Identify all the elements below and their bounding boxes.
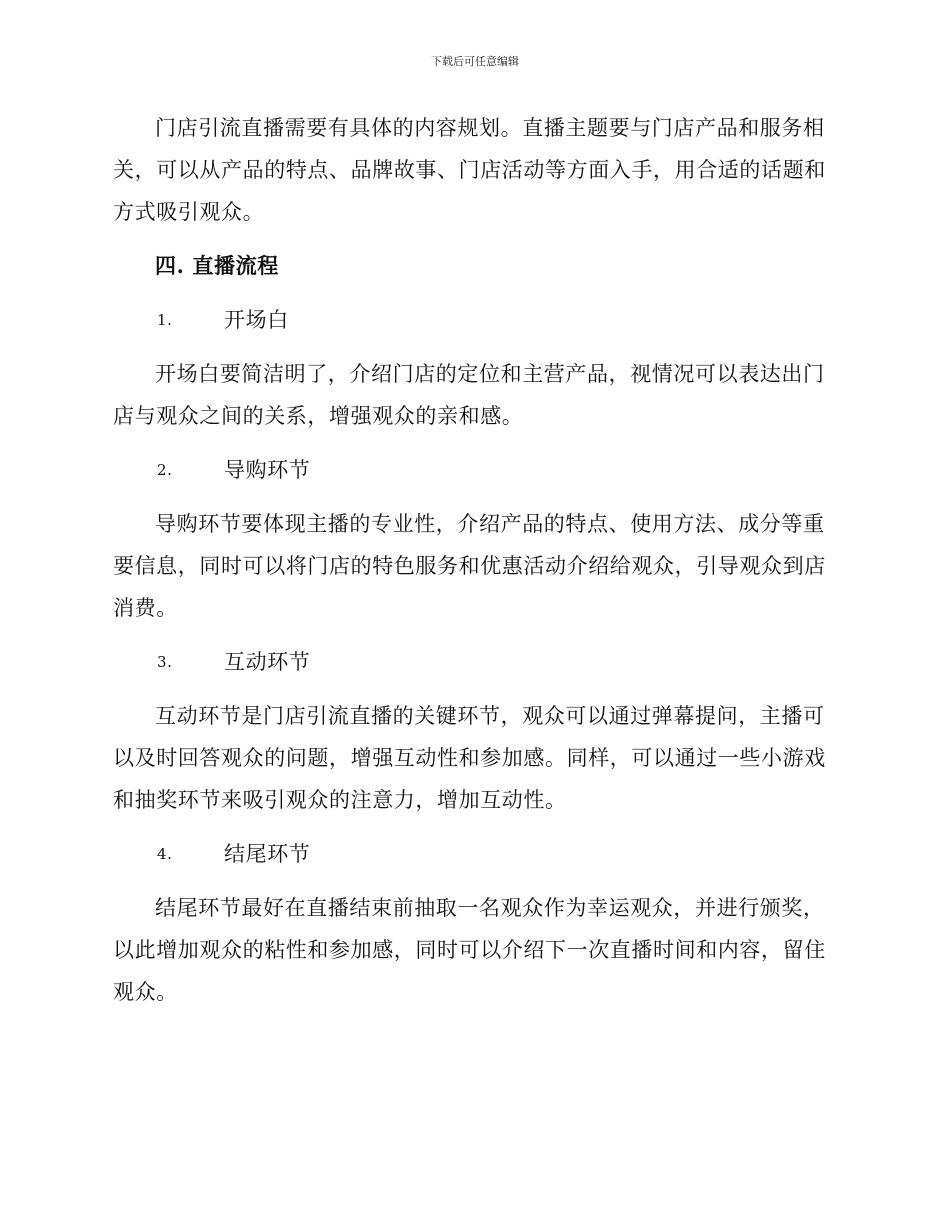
list-item-paragraph: 结尾环节最好在直播结束前抽取一名观众作为幸运观众，并进行颁奖，以此增加观众的粘性和参加感，同时可以介绍下一次直播时间和内容，留住观众。 xyxy=(113,896,826,1004)
list-item-paragraph: 开场白要简洁明了，介绍门店的定位和主营产品，视情况可以表达出门店与观众之间的关系，增强观众的亲和感。 xyxy=(113,362,825,428)
intro-paragraph: 门店引流直播需要有具体的内容规划。直播主题要与门店产品和服务相关，可以从产品的特点、品牌故事、门店活动等方面入手，用合适的话题和方式吸引观众。 xyxy=(113,116,826,224)
list-item-heading xyxy=(113,299,833,341)
list-item-number: 4. xyxy=(157,845,173,863)
list-item-label: 互动环节 xyxy=(224,650,311,674)
list-item-label: 结尾环节 xyxy=(224,842,311,866)
list-item-heading xyxy=(113,641,833,683)
page-header: 下载后可任意编辑 xyxy=(431,55,519,68)
section-heading: 四. 直播流程 xyxy=(155,253,279,278)
list-item-number: 1. xyxy=(157,311,173,329)
list-item-number: 2. xyxy=(157,461,173,479)
list-item-label: 导购环节 xyxy=(224,458,311,482)
list-item-paragraph: 导购环节要体现主播的专业性，介绍产品的特点、使用方法、成分等重要信息，同时可以将门店的特色服务和优惠活动介绍给观众，引导观众到店消费。 xyxy=(113,512,826,620)
list-item-label: 开场白 xyxy=(224,308,289,332)
list-item-number: 3. xyxy=(157,653,173,671)
document-body xyxy=(113,107,833,1013)
list-item-paragraph: 互动环节是门店引流直播的关键环节，观众可以通过弹幕提问，主播可以及时回答观众的问题，增强互动性和参加感。同样，可以通过一些小游戏和抽奖环节来吸引观众的注意力，增加互动性。 xyxy=(113,704,826,812)
list-item-heading xyxy=(113,449,833,491)
list-item-heading xyxy=(113,833,833,875)
